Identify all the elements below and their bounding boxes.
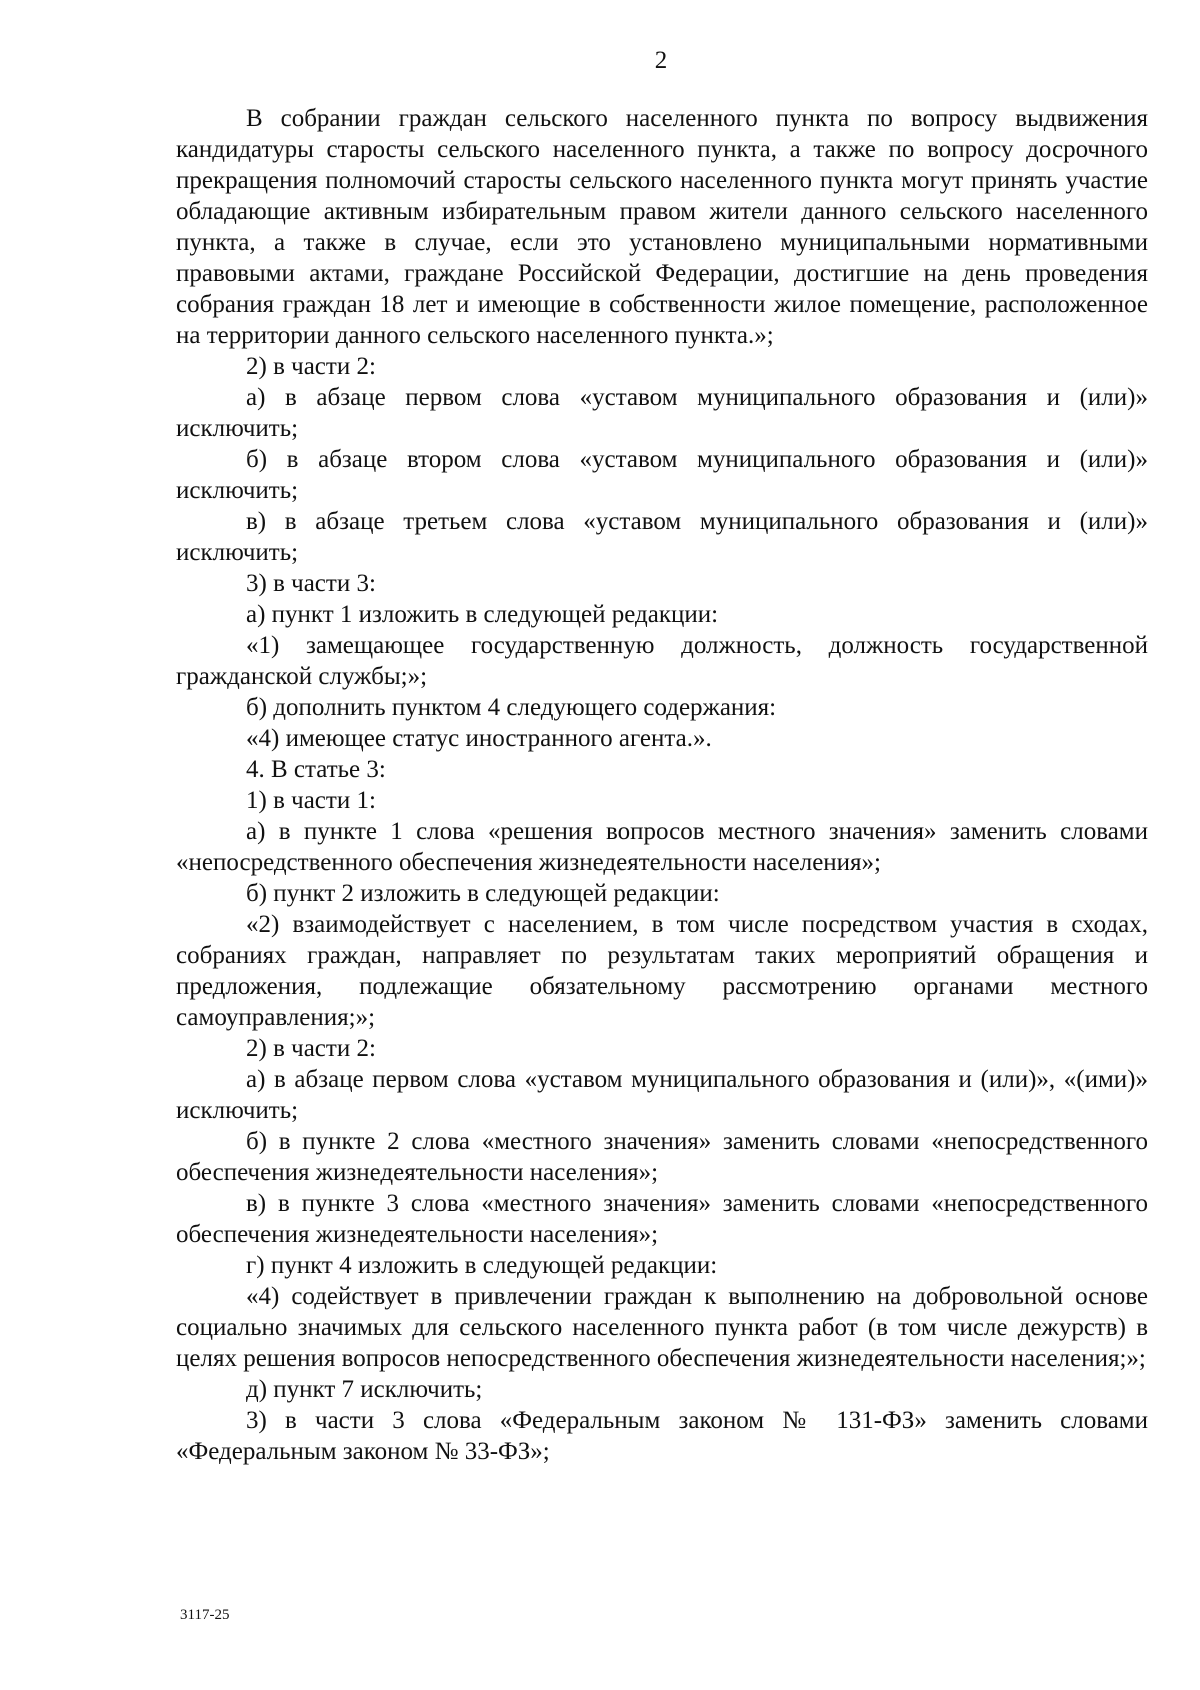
paragraph: д) пункт 7 исключить; (246, 1376, 483, 1403)
paragraph: 1) в части 1: (246, 787, 376, 814)
paragraph: а) пункт 1 изложить в следующей редакции: (246, 601, 719, 628)
paragraph: 2) в части 2: (246, 353, 376, 380)
paragraph: «4) содействует в привлечении граждан к выполнению на добровольной основе социально значимых для сельского населенного пункта работ (в том числе дежурств) в целях решения вопросов непосредственного обеспечения жизнедеятельности населения;»; (176, 1283, 1148, 1372)
paragraph: в) в пункте 3 слова «местного значения» заменить словами «непосредственного обеспечения жизнедеятельности населения»; (176, 1190, 1148, 1248)
paragraph: 4. В статье 3: (246, 756, 386, 783)
paragraph: в) в абзаце третьем слова «уставом муниципального образования и (или)» исключить; (176, 508, 1148, 566)
paragraph: 2) в части 2: (246, 1035, 376, 1062)
paragraph: б) пункт 2 изложить в следующей редакции: (246, 880, 720, 907)
paragraph: б) в пункте 2 слова «местного значения» заменить словами «непосредственного обеспечения жизнедеятельности населения»; (176, 1128, 1148, 1186)
paragraph: а) в абзаце первом слова «уставом муниципального образования и (или)», «(ими)» исключить; (176, 1066, 1148, 1124)
document-body (176, 103, 1148, 1467)
paragraph: г) пункт 4 изложить в следующей редакции: (246, 1252, 718, 1279)
paragraph: «2) взаимодействует с населением, в том числе посредством участия в сходах, собраниях граждан, направляет по результатам таких мероприятий обращения и предложения, подлежащие обязательному рассмотрению органами местного самоуправления;»; (176, 911, 1148, 1031)
paragraph: б) дополнить пунктом 4 следующего содержания: (246, 694, 777, 721)
paragraph: «1) замещающее государственную должность, должность государственной гражданской службы;»; (176, 632, 1148, 690)
paragraph: 3) в части 3 слова «Федеральным законом № 131-ФЗ» заменить словами «Федеральным законом № 33-ФЗ»; (176, 1407, 1148, 1465)
paragraph: б) в абзаце втором слова «уставом муниципального образования и (или)» исключить; (176, 446, 1148, 504)
page-number: 2 (654, 47, 668, 74)
document-code: 3117-25 (180, 1607, 230, 1623)
paragraph: а) в пункте 1 слова «решения вопросов местного значения» заменить словами «непосредственного обеспечения жизнедеятельности населения»; (176, 818, 1148, 876)
paragraph: «4) имеющее статус иностранного агента.». (246, 725, 712, 752)
paragraph: В собрании граждан сельского населенного пункта по вопросу выдвижения кандидатуры старосты сельского населенного пункта, а также по вопросу досрочного прекращения полномочий старосты сельского населенного пункта могут принять участие обладающие активным избирательным правом жители данного сельского населенного пункта, а также в случае, если это установлено муниципальными нормативными правовыми актами, граждане Российской Федерации, достигшие на день проведения собрания граждан 18 лет и имеющие в собственности жилое помещение, расположенное на территории данного сельского населенного пункта.»; (176, 105, 1148, 349)
paragraph: 3) в части 3: (246, 570, 376, 597)
paragraph: а) в абзаце первом слова «уставом муниципального образования и (или)» исключить; (176, 384, 1148, 442)
